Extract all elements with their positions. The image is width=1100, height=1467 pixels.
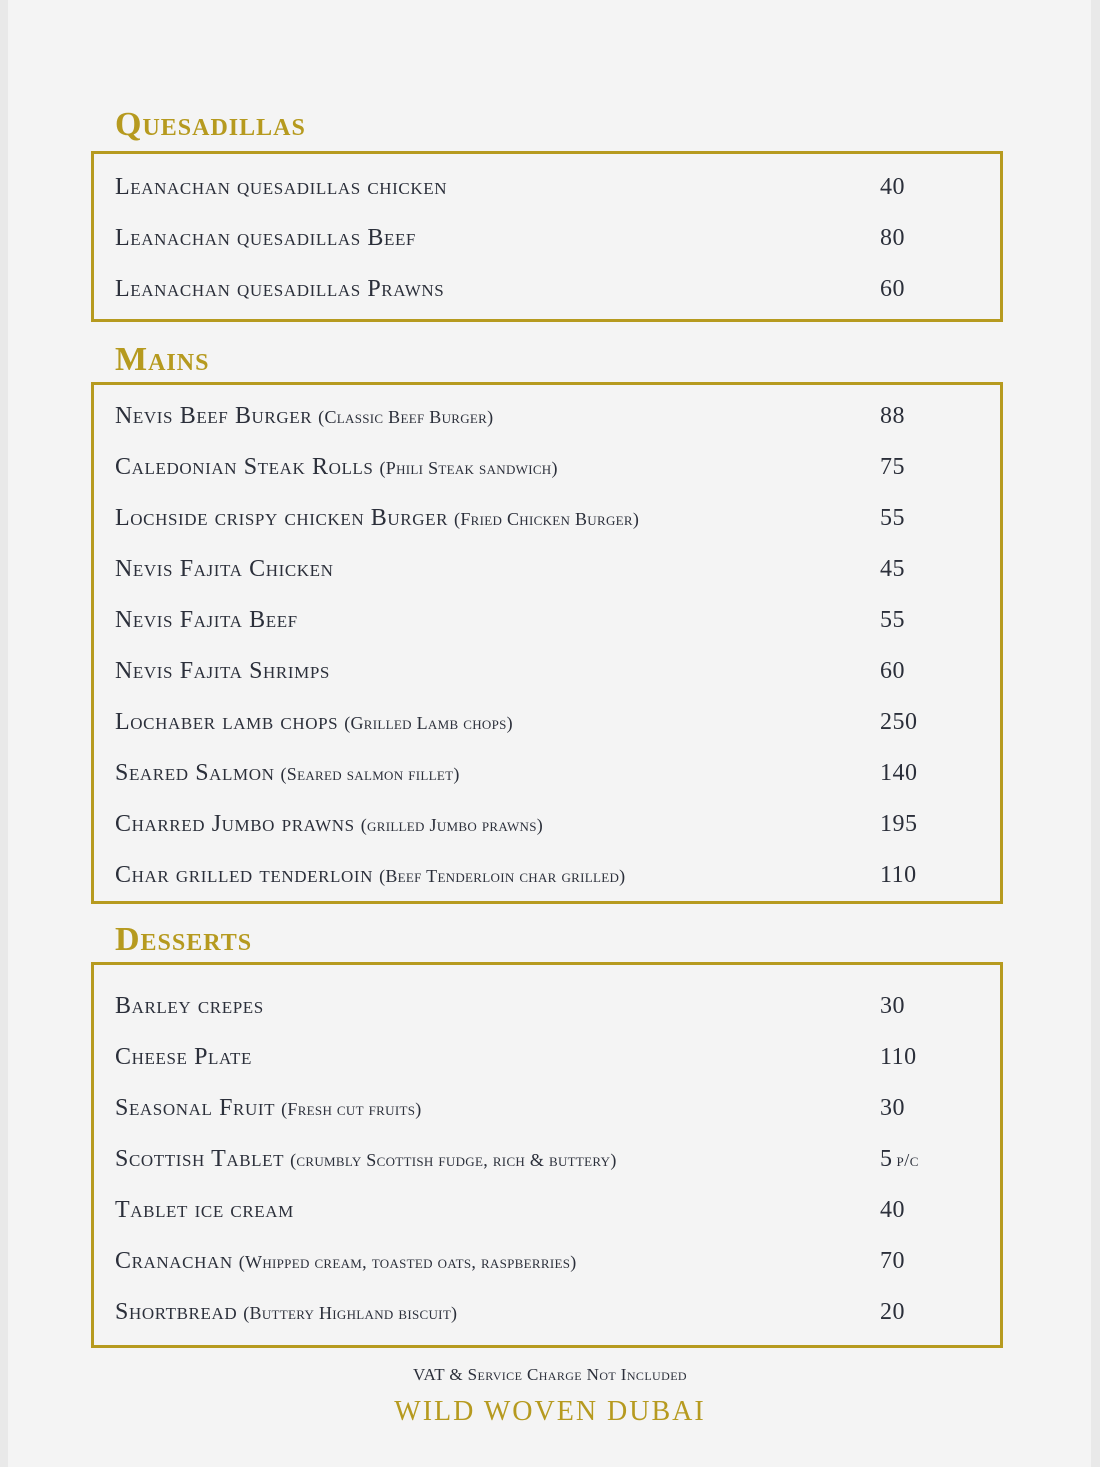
item-price: 55 xyxy=(880,505,905,531)
item-price: 40 xyxy=(880,174,905,200)
item-price: 140 xyxy=(880,760,918,786)
item-price: 60 xyxy=(880,276,905,302)
menu-item xyxy=(94,498,1000,538)
menu-item xyxy=(94,1190,1000,1230)
menu-item xyxy=(94,1292,1000,1332)
menu-item xyxy=(94,804,1000,844)
item-name: Nevis Beef Burger (Classic Beef Burger) xyxy=(115,403,494,429)
section-box-desserts xyxy=(91,962,1003,1348)
item-name: Shortbread (Buttery Highland biscuit) xyxy=(115,1299,458,1325)
item-price: 88 xyxy=(880,403,905,429)
section-title-quesadillas: Quesadillas xyxy=(115,106,306,143)
item-name: Nevis Fajita Beef xyxy=(115,607,298,633)
item-name: Char grilled tenderloin (Beef Tenderloin char grilled) xyxy=(115,862,626,888)
menu-item xyxy=(94,600,1000,640)
item-name: Lochside crispy chicken Burger (Fried Chicken Burger) xyxy=(115,505,640,531)
item-name: Caledonian Steak Rolls (Phili Steak sandwich) xyxy=(115,454,558,480)
menu-item xyxy=(94,167,1000,207)
item-price: 80 xyxy=(880,225,905,251)
item-name: Cranachan (Whipped cream, toasted oats, raspberries) xyxy=(115,1248,577,1274)
section-title-desserts: Desserts xyxy=(115,921,253,958)
item-name: Leanachan quesadillas Prawns xyxy=(115,276,445,302)
item-name: Nevis Fajita Chicken xyxy=(115,556,334,582)
item-price: 75 xyxy=(880,454,905,480)
item-name: Cheese Plate xyxy=(115,1044,252,1070)
item-price: 30 xyxy=(880,1095,905,1121)
item-name: Nevis Fajita Shrimps xyxy=(115,658,330,684)
item-price: 195 xyxy=(880,811,918,837)
item-name: Leanachan quesadillas Beef xyxy=(115,225,416,251)
item-price: 40 xyxy=(880,1197,905,1223)
section-title-mains: Mains xyxy=(115,341,210,378)
section-box-quesadillas xyxy=(91,151,1003,322)
brand-name: WILD WOVEN DUBAI xyxy=(394,1396,706,1427)
item-price: 70 xyxy=(880,1248,905,1274)
menu-item xyxy=(94,218,1000,258)
item-price: 110 xyxy=(880,1044,917,1070)
menu-item xyxy=(94,702,1000,742)
menu-item xyxy=(94,549,1000,589)
item-price: 250 xyxy=(880,709,918,735)
menu-item xyxy=(94,269,1000,309)
item-name: Charred Jumbo prawns (grilled Jumbo prawns) xyxy=(115,811,544,837)
footer-note: VAT & Service Charge Not Included xyxy=(413,1365,687,1384)
item-name: Seared Salmon (Seared salmon fillet) xyxy=(115,760,460,786)
menu-item xyxy=(94,753,1000,793)
item-name: Barley crepes xyxy=(115,993,264,1019)
item-name: Lochaber lamb chops (Grilled Lamb chops) xyxy=(115,709,513,735)
item-price: 60 xyxy=(880,658,905,684)
item-price: 20 xyxy=(880,1299,905,1325)
menu-item xyxy=(94,396,1000,436)
item-name: Scottish Tablet (crumbly Scottish fudge, rich & buttery) xyxy=(115,1146,617,1172)
item-name: Tablet ice cream xyxy=(115,1197,294,1223)
item-price: 30 xyxy=(880,993,905,1019)
item-name: Leanachan quesadillas chicken xyxy=(115,174,448,200)
item-price: 5 p/c xyxy=(880,1146,919,1172)
section-box-mains xyxy=(91,382,1003,904)
menu-item xyxy=(94,651,1000,691)
menu-item xyxy=(94,1241,1000,1281)
menu-item xyxy=(94,986,1000,1026)
item-price: 55 xyxy=(880,607,905,633)
menu-item xyxy=(94,1037,1000,1077)
menu-item xyxy=(94,855,1000,895)
menu-item xyxy=(94,447,1000,487)
item-price: 45 xyxy=(880,556,905,582)
item-name: Seasonal Fruit (Fresh cut fruits) xyxy=(115,1095,422,1121)
menu-item xyxy=(94,1139,1000,1179)
item-price: 110 xyxy=(880,862,917,888)
menu-item xyxy=(94,1088,1000,1128)
